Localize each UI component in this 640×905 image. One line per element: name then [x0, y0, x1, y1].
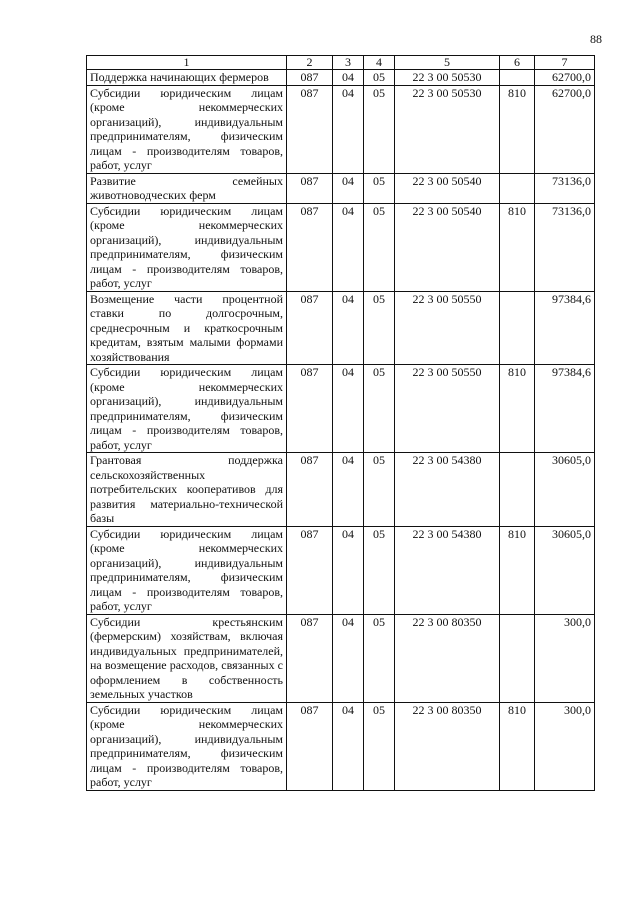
section-code-cell: 04: [333, 85, 364, 173]
target-article-cell: 22 3 00 50550: [395, 291, 500, 365]
table-row: [87, 453, 595, 527]
amount-cell: 97384,6: [535, 365, 595, 453]
amount-cell: 300,0: [535, 702, 595, 790]
row-name-cell: Грантовая поддержка сельскохозяйственных потребительских кооперативов для развития материально-технической базы: [87, 453, 287, 527]
table-row: [87, 70, 595, 86]
section-code-cell: 04: [333, 173, 364, 203]
expense-type-cell: [500, 70, 535, 86]
expense-type-cell: 810: [500, 526, 535, 614]
admin-code-cell: 087: [287, 70, 333, 86]
admin-code-cell: 087: [287, 702, 333, 790]
amount-cell: 300,0: [535, 614, 595, 702]
amount-cell: 73136,0: [535, 173, 595, 203]
page-number: 88: [590, 32, 602, 46]
amount-cell: 30605,0: [535, 453, 595, 527]
expense-type-cell: [500, 173, 535, 203]
budget-table: [86, 55, 595, 791]
section-code-cell: 04: [333, 291, 364, 365]
table-row: [87, 702, 595, 790]
target-article-cell: 22 3 00 54380: [395, 453, 500, 527]
row-name-cell: Субсидии юридическим лицам (кроме некоммерческих организаций), индивидуальным предпринимателям, физическим лицам - производителям товаров, работ, услуг: [87, 702, 287, 790]
admin-code-cell: 087: [287, 291, 333, 365]
admin-code-cell: 087: [287, 85, 333, 173]
expense-type-cell: 810: [500, 203, 535, 291]
row-name-cell: Субсидии юридическим лицам (кроме некоммерческих организаций), индивидуальным предпринимателям, физическим лицам - производителям товаров, работ, услуг: [87, 203, 287, 291]
subsection-code-cell: 05: [364, 702, 395, 790]
table-row: [87, 526, 595, 614]
expense-type-cell: [500, 614, 535, 702]
header-cell-5: 5: [395, 56, 500, 70]
target-article-cell: 22 3 00 80350: [395, 614, 500, 702]
target-article-cell: 22 3 00 50530: [395, 70, 500, 86]
row-name-cell: Субсидии юридическим лицам (кроме некоммерческих организаций), индивидуальным предпринимателям, физическим лицам - производителям товаров, работ, услуг: [87, 365, 287, 453]
section-code-cell: 04: [333, 614, 364, 702]
section-code-cell: 04: [333, 203, 364, 291]
header-cell-6: 6: [500, 56, 535, 70]
subsection-code-cell: 05: [364, 526, 395, 614]
admin-code-cell: 087: [287, 365, 333, 453]
amount-cell: 62700,0: [535, 70, 595, 86]
target-article-cell: 22 3 00 50550: [395, 365, 500, 453]
target-article-cell: 22 3 00 50530: [395, 85, 500, 173]
expense-type-cell: 810: [500, 365, 535, 453]
target-article-cell: 22 3 00 54380: [395, 526, 500, 614]
admin-code-cell: 087: [287, 526, 333, 614]
admin-code-cell: 087: [287, 203, 333, 291]
subsection-code-cell: 05: [364, 291, 395, 365]
table-row: [87, 173, 595, 203]
table-row: [87, 85, 595, 173]
row-name-cell: Субсидии юридическим лицам (кроме некоммерческих организаций), индивидуальным предпринимателям, физическим лицам - производителям товаров, работ, услуг: [87, 85, 287, 173]
section-code-cell: 04: [333, 453, 364, 527]
admin-code-cell: 087: [287, 614, 333, 702]
section-code-cell: 04: [333, 702, 364, 790]
subsection-code-cell: 05: [364, 203, 395, 291]
subsection-code-cell: 05: [364, 365, 395, 453]
admin-code-cell: 087: [287, 453, 333, 527]
amount-cell: 62700,0: [535, 85, 595, 173]
section-code-cell: 04: [333, 365, 364, 453]
header-cell-3: 3: [333, 56, 364, 70]
row-name-cell: Субсидии юридическим лицам (кроме некоммерческих организаций), индивидуальным предпринимателям, физическим лицам - производителям товаров, работ, услуг: [87, 526, 287, 614]
header-cell-2: 2: [287, 56, 333, 70]
subsection-code-cell: 05: [364, 453, 395, 527]
subsection-code-cell: 05: [364, 85, 395, 173]
row-name-cell: Субсидии крестьянским (фермерским) хозяйствам, включая индивидуальных предпринимателей, на возмещение расходов, связанных с оформлением в собственность земельных участков: [87, 614, 287, 702]
target-article-cell: 22 3 00 80350: [395, 702, 500, 790]
table-row: [87, 365, 595, 453]
target-article-cell: 22 3 00 50540: [395, 203, 500, 291]
table-row: [87, 203, 595, 291]
target-article-cell: 22 3 00 50540: [395, 173, 500, 203]
table-row: [87, 291, 595, 365]
subsection-code-cell: 05: [364, 614, 395, 702]
row-name-cell: Возмещение части процентной ставки по долгосрочным, среднесрочным и краткосрочным кредитам, взятым малыми формами хозяйствования: [87, 291, 287, 365]
section-code-cell: 04: [333, 526, 364, 614]
expense-type-cell: 810: [500, 702, 535, 790]
header-row: [87, 56, 595, 70]
header-cell-1: 1: [87, 56, 287, 70]
section-code-cell: 04: [333, 70, 364, 86]
admin-code-cell: 087: [287, 173, 333, 203]
header-cell-7: 7: [535, 56, 595, 70]
header-cell-4: 4: [364, 56, 395, 70]
amount-cell: 73136,0: [535, 203, 595, 291]
subsection-code-cell: 05: [364, 173, 395, 203]
expense-type-cell: 810: [500, 85, 535, 173]
amount-cell: 97384,6: [535, 291, 595, 365]
row-name-cell: Поддержка начинающих фермеров: [87, 70, 287, 86]
amount-cell: 30605,0: [535, 526, 595, 614]
table-row: [87, 614, 595, 702]
expense-type-cell: [500, 453, 535, 527]
expense-type-cell: [500, 291, 535, 365]
subsection-code-cell: 05: [364, 70, 395, 86]
row-name-cell: Развитие семейных животноводческих ферм: [87, 173, 287, 203]
